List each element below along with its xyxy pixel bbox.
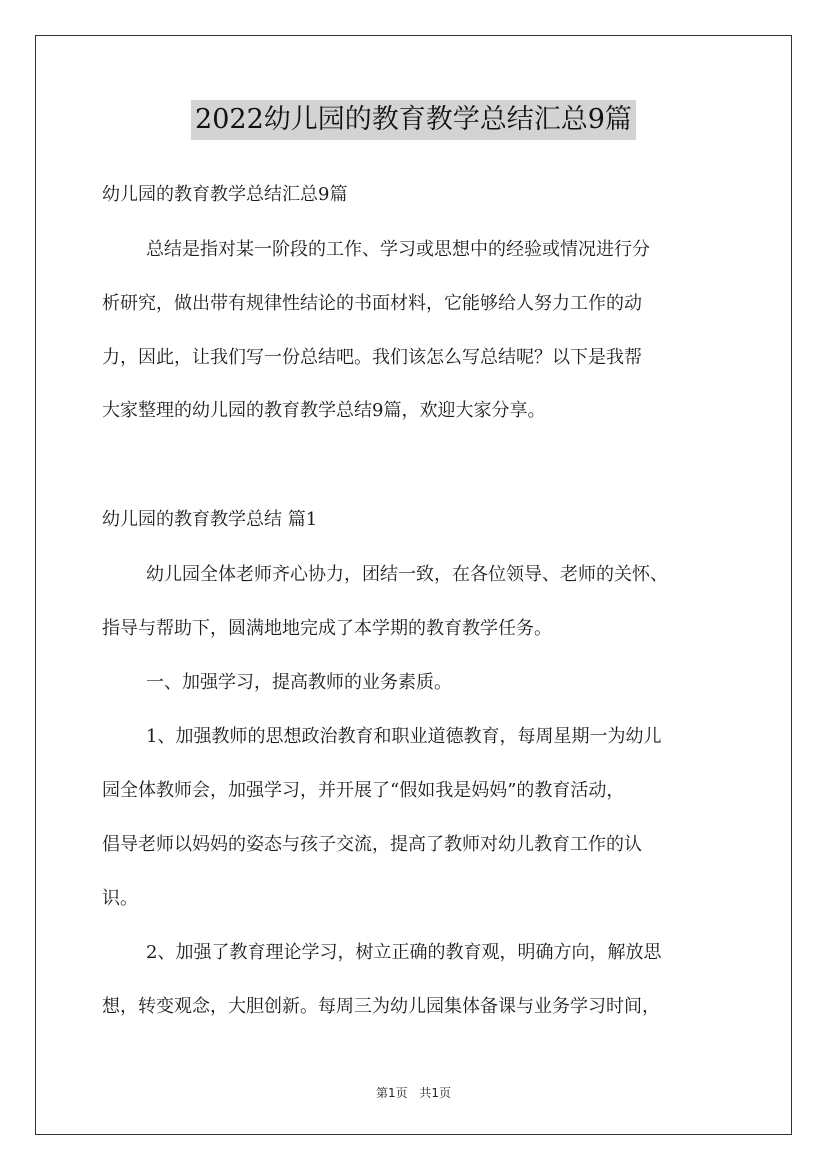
page-footer (0, 1084, 827, 1101)
document-title: 2022幼儿园的教育教学总结汇总9篇 (191, 100, 636, 140)
intro-line-3: 力，因此，让我们写一份总结吧。我们该怎么写总结呢？以下是我帮 (102, 347, 642, 368)
intro-line-4: 大家整理的幼儿园的教育教学总结9篇，欢迎大家分享。 (102, 400, 546, 421)
section-heading: 幼儿园的教育教学总结 篇1 (102, 509, 318, 530)
title-container (0, 100, 827, 140)
body-line-9: 想，转变观念，大胆创新。每周三为幼儿园集体备课与业务学习时间， (102, 996, 660, 1017)
intro-line-1: 总结是指对某一阶段的工作、学习或思想中的经验或情况进行分 (146, 239, 650, 260)
body-line-7: 识。 (102, 888, 138, 909)
body-line-8: 2、加强了教育理论学习，树立正确的教育观，明确方向，解放思 (146, 942, 662, 963)
body-line-5: 园全体教师会，加强学习，并开展了“假如我是妈妈”的教育活动， (102, 780, 625, 801)
page-number: 第1页 (375, 1086, 408, 1100)
document-subtitle: 幼儿园的教育教学总结汇总9篇 (102, 184, 348, 205)
body-line-6: 倡导老师以妈妈的姿态与孩子交流，提高了教师对幼儿教育工作的认 (102, 834, 642, 855)
body-line-4: 1、加强教师的思想政治教育和职业道德教育，每周星期一为幼儿 (146, 726, 662, 747)
intro-line-2: 析研究，做出带有规律性结论的书面材料，它能够给人努力工作的动 (102, 293, 642, 314)
body-line-2: 指导与帮助下，圆满地地完成了本学期的教育教学任务。 (102, 618, 552, 639)
page-total: 共1页 (419, 1086, 452, 1100)
body-line-3: 一、加强学习，提高教师的业务素质。 (146, 672, 452, 693)
body-line-1: 幼儿园全体老师齐心协力，团结一致，在各位领导、老师的关怀、 (146, 564, 668, 585)
